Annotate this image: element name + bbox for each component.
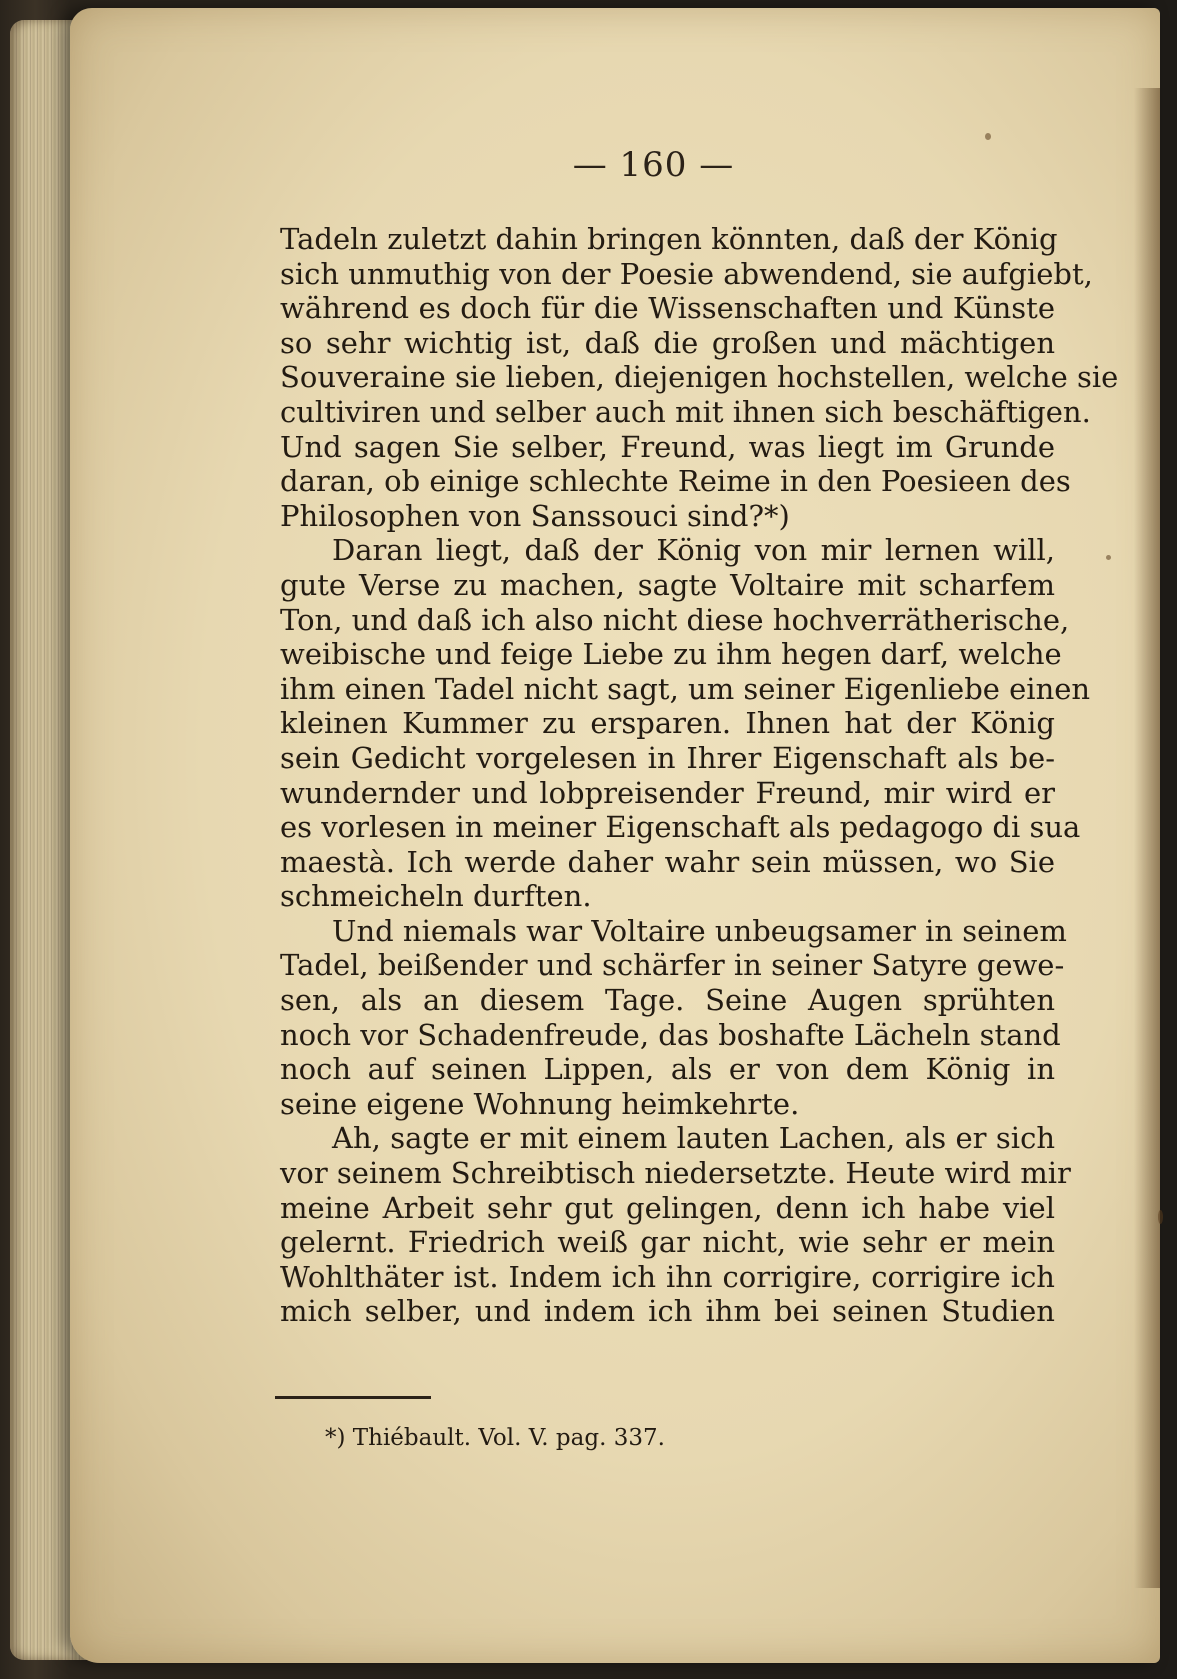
text-line: es vorlesen in meiner Eigenschaft als pedagogo di sua: [280, 810, 1081, 845]
text-line: daran, ob einige schlechte Reime in den Poesieen des: [280, 464, 1071, 499]
text-line: sen, als an diesem Tage. Seine Augen sprühten: [280, 983, 1055, 1018]
text-line: noch vor Schadenfreude, das boshafte Lächeln stand: [280, 1017, 1061, 1052]
text-line: Und niemals war Voltaire unbeugsamer in seinem: [332, 913, 1067, 948]
text-line: kleinen Kummer zu ersparen. Ihnen hat der König: [280, 706, 1055, 741]
footnote: *) Thiébault. Vol. V. pag. 337.: [325, 1425, 665, 1451]
text-line: Tadel, beißender und schärfer in seiner Satyre gewe-: [280, 948, 1065, 983]
text-line: cultiviren und selber auch mit ihnen sich beschäftigen.: [280, 394, 1091, 429]
text-line: noch auf seinen Lippen, als er von dem König in: [280, 1052, 1055, 1087]
text-line: ihm einen Tadel nicht sagt, um seiner Eigenliebe einen: [280, 671, 1091, 706]
text-line: Daran liegt, daß der König von mir lernen will,: [332, 533, 1055, 568]
text-line: sein Gedicht vorgelesen in Ihrer Eigenschaft als be-: [280, 740, 1055, 775]
body-text: [280, 222, 1119, 1329]
paper-spot: [1106, 555, 1111, 560]
text-line: gelernt. Friedrich weiß gar nicht, wie sehr er mein: [280, 1225, 1055, 1260]
text-line: schmeicheln durften.: [280, 879, 592, 914]
paper-spot: [1158, 1210, 1163, 1224]
text-line: weibische und feige Liebe zu ihm hegen darf, welche: [280, 637, 1062, 672]
text-line: so sehr wichtig ist, daß die großen und mächtigen: [280, 325, 1055, 360]
text-line: wundernder und lobpreisender Freund, mir wird er: [280, 775, 1055, 810]
text-line: Souveraine sie lieben, diejenigen hochstellen, welche sie: [280, 360, 1119, 395]
text-line: vor seinem Schreibtisch niedersetzte. Heute wird mir: [280, 1156, 1071, 1191]
text-line: Wohlthäter ist. Indem ich ihn corrigire, corrigire ich: [280, 1259, 1055, 1294]
text-line: Ton, und daß ich also nicht diese hochverrätherische,: [280, 602, 1070, 637]
text-line: Tadeln zuletzt dahin bringen könnten, daß der König: [280, 222, 1058, 256]
text-line: seine eigene Wohnung heimkehrte.: [280, 1086, 800, 1121]
page-gutter: [1134, 88, 1160, 1588]
page-number: — 160 —: [572, 145, 735, 185]
text-line: sich unmuthig von der Poesie abwendend, sie aufgiebt,: [280, 256, 1093, 291]
text-line: Philosophen von Sanssouci sind?*): [280, 498, 790, 533]
text-line: während es doch für die Wissenschaften und Künste: [280, 291, 1055, 326]
text-line: maestà. Ich werde daher wahr sein müssen, wo Sie: [280, 844, 1055, 879]
paper-spot: [985, 133, 991, 140]
text-line: gute Verse zu machen, sagte Voltaire mit scharfem: [280, 567, 1055, 602]
text-line: meine Arbeit sehr gut gelingen, denn ich habe viel: [280, 1190, 1055, 1225]
text-line: mich selber, und indem ich ihm bei seinen Studien: [280, 1294, 1055, 1329]
text-line: Ah, sagte er mit einem lauten Lachen, als er sich: [332, 1121, 1055, 1156]
text-line: Und sagen Sie selber, Freund, was liegt im Grunde: [280, 429, 1055, 464]
footnote-rule: [275, 1396, 431, 1399]
